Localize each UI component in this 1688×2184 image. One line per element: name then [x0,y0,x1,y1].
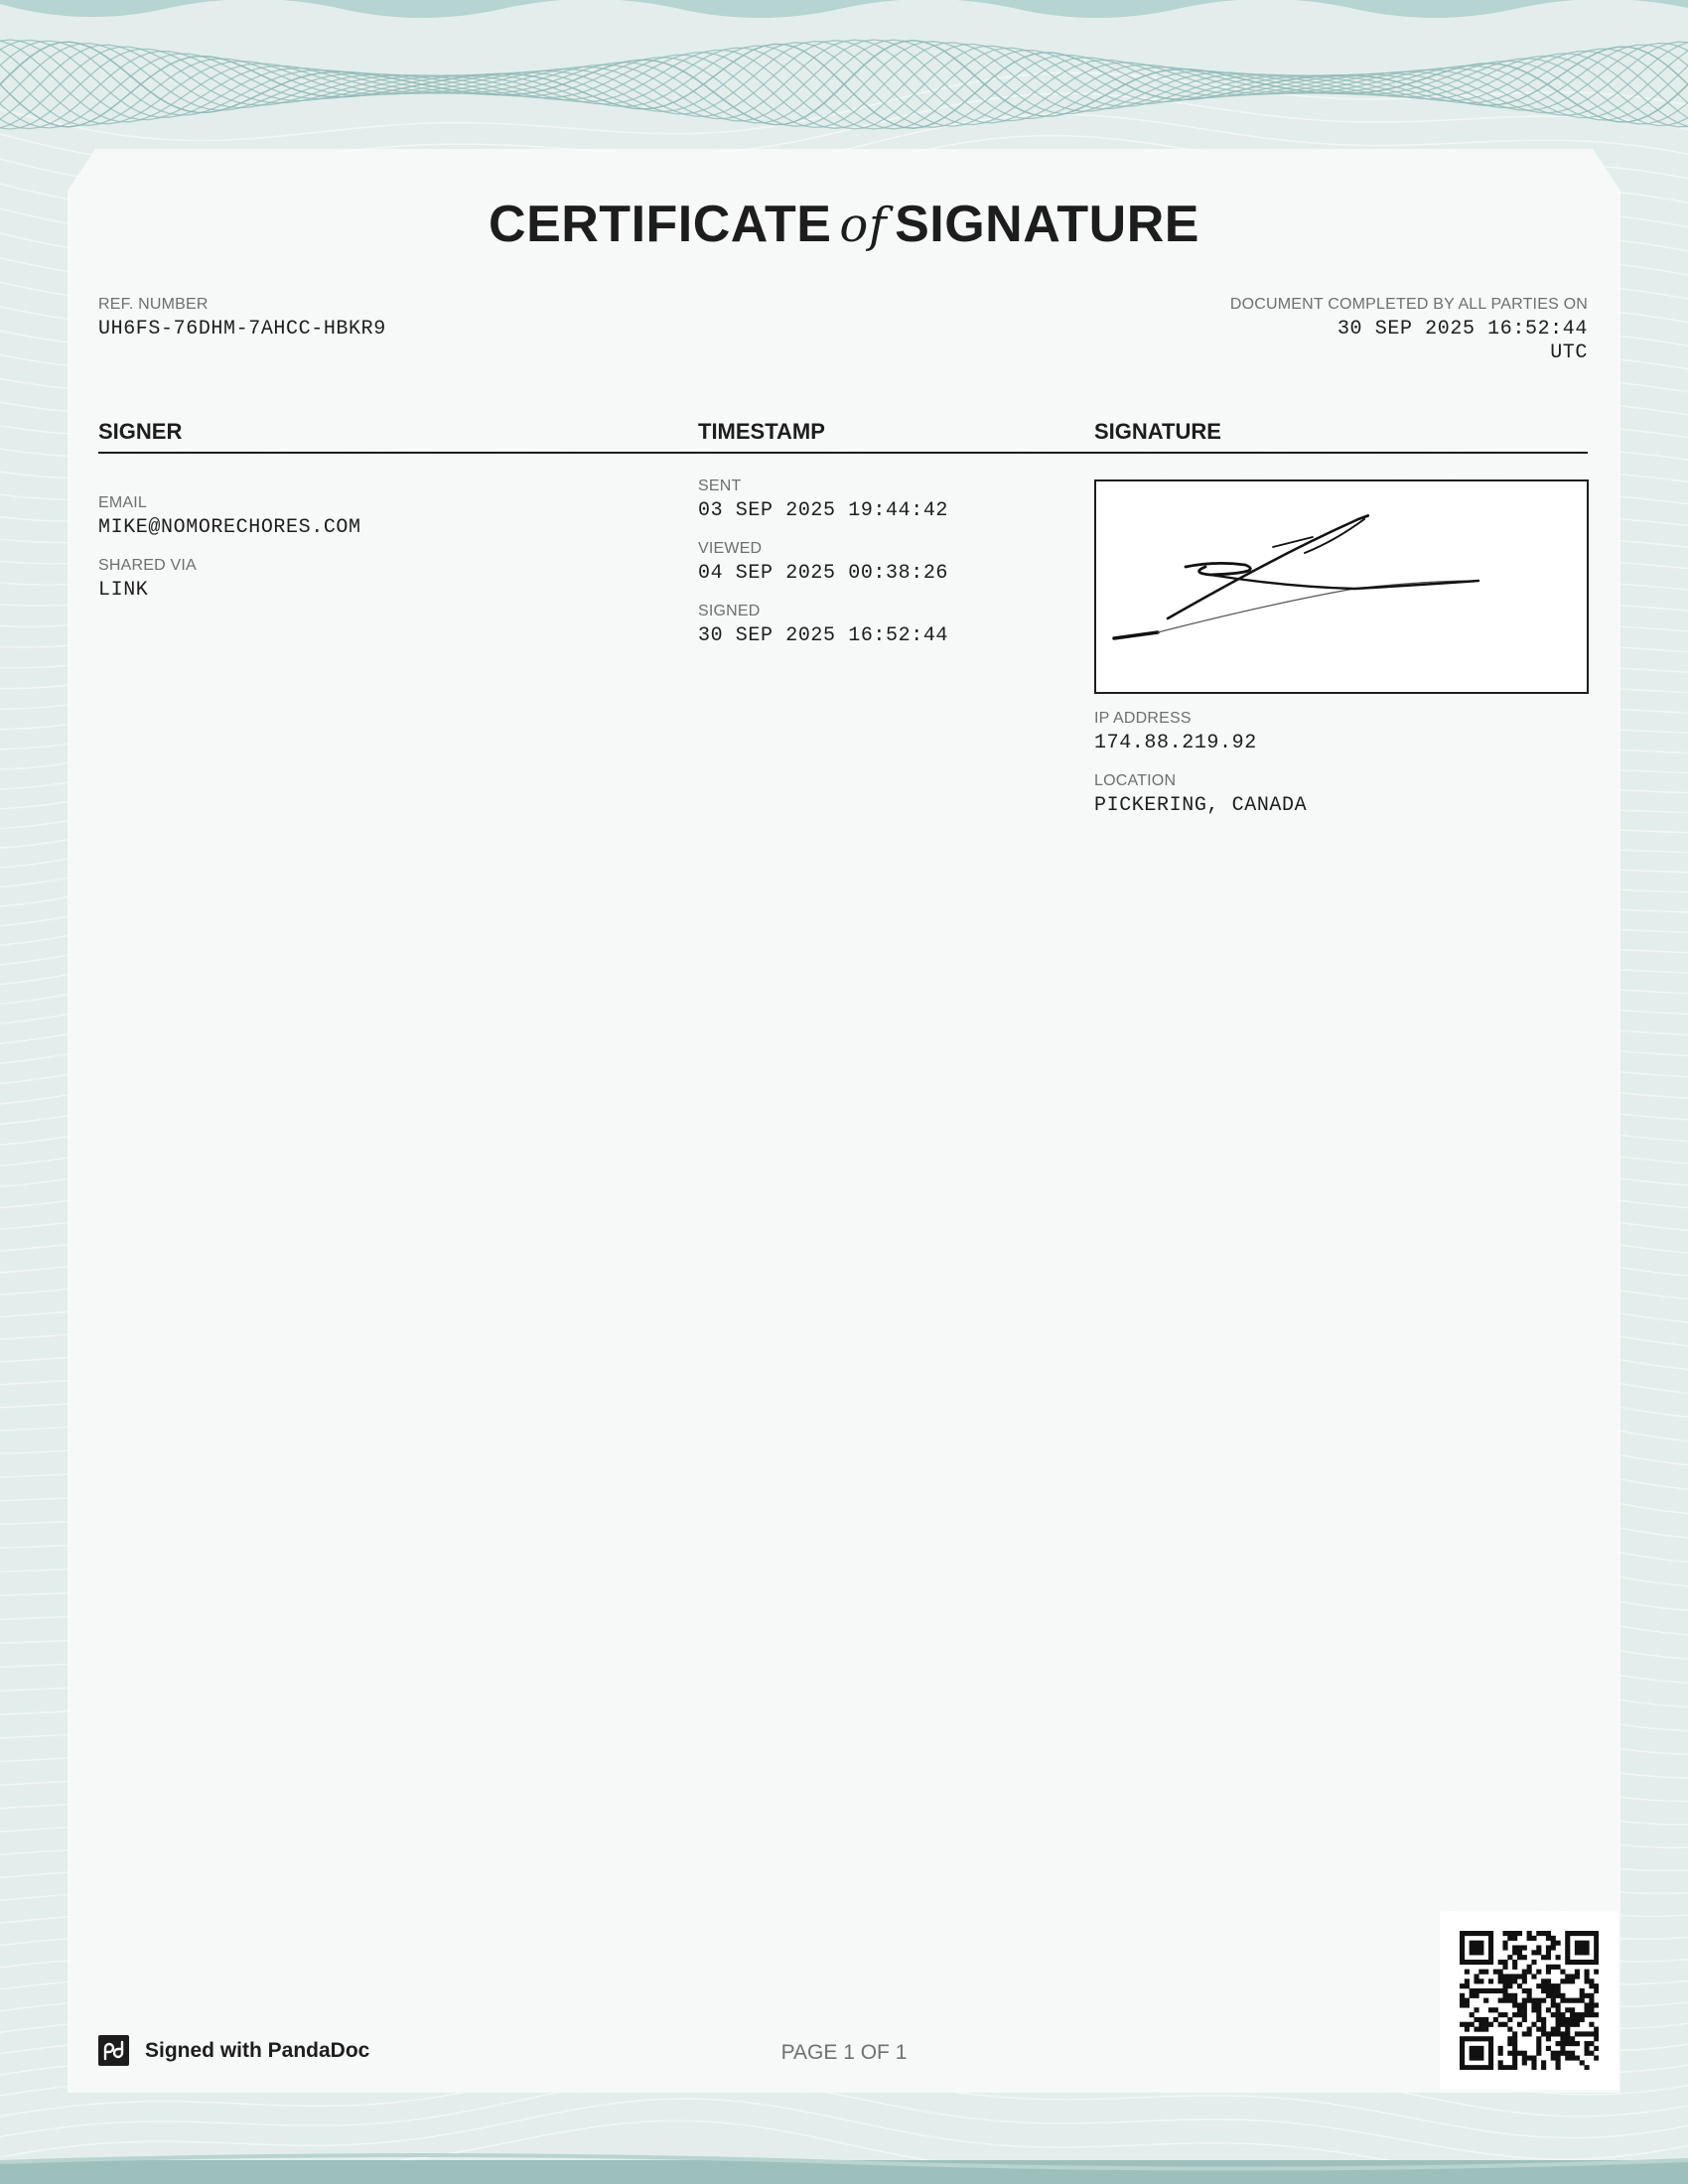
ref-number-label: REF. NUMBER [98,296,209,313]
completed-datetime: 30 SEP 2025 16:52:44 [1336,318,1588,341]
signed-timestamp: 30 SEP 2025 16:52:44 [698,624,949,647]
column-header-timestamp: TIMESTAMP [698,419,825,444]
shared-via-value: LINK [98,579,149,602]
handwritten-signature [1096,481,1587,692]
title-main-right: SIGNATURE [895,196,1199,253]
ip-address-value: 174.88.219.92 [1094,732,1257,754]
page-number: PAGE 1 OF 1 [780,2041,908,2064]
column-header-signer: SIGNER [98,419,183,444]
shared-via-label: SHARED VIA [98,557,197,574]
ref-number-value: UH6FS-76DHM-7AHCC-HBKR9 [98,318,386,341]
signature-box [1094,479,1589,694]
signer-email: MIKE@NOMORECHORES.COM [98,516,361,539]
verification-qr-code[interactable] [1440,1911,1618,2090]
certificate-title [0,195,1688,254]
email-label: EMAIL [98,494,148,511]
completed-label: DOCUMENT COMPLETED BY ALL PARTIES ON [1229,296,1588,313]
viewed-timestamp: 04 SEP 2025 00:38:26 [698,562,949,585]
title-joiner: of [839,198,888,253]
qr-code-icon [1460,1931,1599,2070]
signed-with-pandadoc-text: Signed with PandaDoc [145,2038,370,2062]
header-divider [98,452,1588,454]
ip-address-label: IP ADDRESS [1094,710,1192,727]
completed-timezone: UTC [1550,341,1588,364]
certificate-sheet [68,149,1620,2093]
sent-timestamp: 03 SEP 2025 19:44:42 [698,499,949,522]
sent-label: SENT [698,478,742,494]
column-header-signature: SIGNATURE [1094,419,1221,444]
location-value: PICKERING, CANADA [1094,794,1308,817]
location-label: LOCATION [1094,772,1177,789]
title-main-left: CERTIFICATE [489,196,832,253]
viewed-label: VIEWED [698,540,763,557]
signed-label: SIGNED [698,603,761,619]
